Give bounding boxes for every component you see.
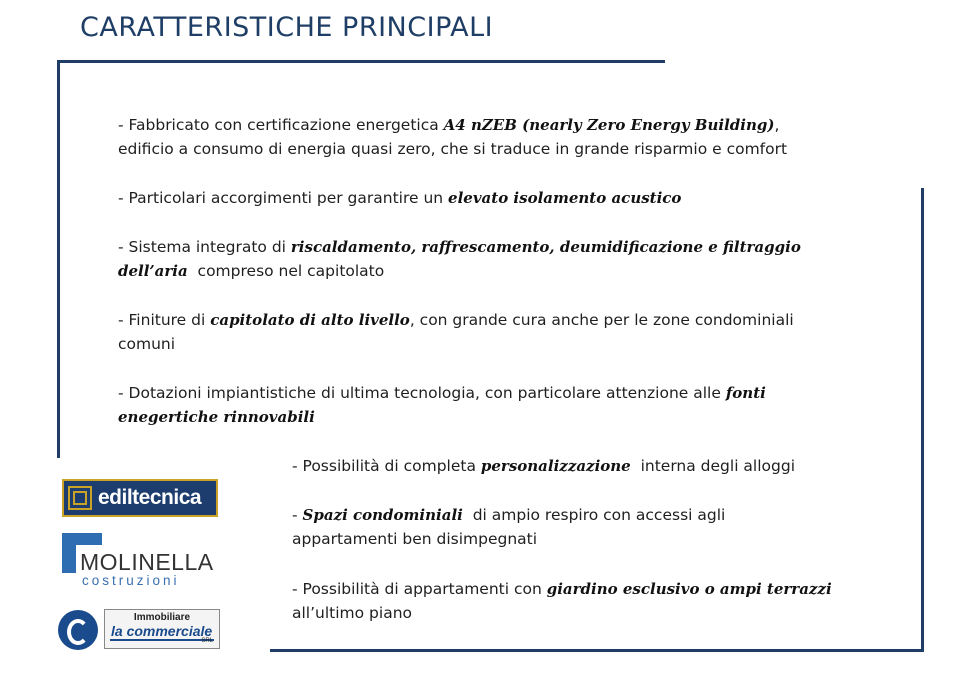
feature-text: - Possibilità di completa	[292, 457, 481, 475]
molinella-logo-subtitle: costruzioni	[82, 573, 180, 588]
la-commerciale-srl: SRL	[201, 638, 213, 644]
feature-text: di ampio respiro con accessi agli	[462, 506, 726, 524]
top-border-line	[57, 60, 665, 63]
feature-text: appartamenti ben disimpegnati	[292, 530, 538, 548]
feature-text: - Possibilità di appartamenti con	[292, 580, 547, 598]
ediltecnica-emblem-icon	[68, 486, 92, 510]
la-commerciale-emblem-icon	[58, 610, 98, 650]
feature-item-energy	[118, 113, 908, 161]
feature-text: comuni	[118, 335, 176, 353]
feature-item-technology	[118, 381, 908, 429]
feature-highlight: capitolato di alto livello	[210, 311, 410, 329]
right-border-line	[921, 188, 924, 652]
feature-item-common-spaces	[292, 503, 912, 551]
feature-text: all’ultimo piano	[292, 604, 413, 622]
feature-text: -	[292, 506, 303, 524]
feature-text: - Finiture di	[118, 311, 211, 329]
la-commerciale-stripe	[110, 639, 214, 641]
feature-item-climate	[118, 235, 908, 283]
feature-item-garden	[292, 577, 912, 625]
feature-highlight: enegertiche rinnovabili	[118, 408, 315, 426]
molinella-logo-name: MOLINELLA	[80, 549, 214, 575]
feature-text: - Particolari accorgimenti per garantire un	[118, 189, 449, 207]
feature-highlight: Spazi condominiali	[302, 506, 463, 524]
feature-text: - Sistema integrato di	[118, 238, 291, 256]
la-commerciale-wordmark	[104, 609, 220, 649]
feature-item-customization	[292, 454, 912, 478]
feature-text: compreso nel capitolato	[187, 262, 385, 280]
ediltecnica-logo-text: ediltecnica	[98, 486, 202, 509]
feature-highlight: personalizzazione	[480, 457, 631, 475]
feature-highlight: dell’aria	[118, 262, 188, 280]
feature-text: ,	[774, 116, 780, 134]
molinella-logo	[62, 533, 220, 589]
left-border-line	[57, 60, 60, 458]
feature-item-finishes	[118, 308, 908, 356]
feature-item-acoustic	[118, 186, 908, 210]
feature-highlight: fonti	[725, 384, 766, 402]
feature-text: - Dotazioni impiantistiche di ultima tecnologia, con particolare attenzione alle	[118, 384, 726, 402]
feature-text: , con grande cura anche per le zone condominiali	[409, 311, 794, 329]
la-commerciale-logo	[58, 609, 222, 651]
feature-text: interna degli alloggi	[630, 457, 796, 475]
feature-highlight: giardino esclusivo o ampi terrazzi	[546, 580, 832, 598]
page-title: CARATTERISTICHE PRINCIPALI	[80, 12, 494, 43]
feature-text: edificio a consumo di energia quasi zero, che si traduce in grande risparmio e comfort	[118, 140, 788, 158]
bottom-border-line	[270, 649, 924, 652]
feature-highlight: A4 nZEB (nearly Zero Energy Building)	[443, 116, 775, 134]
la-commerciale-name: la commerciale	[111, 623, 213, 639]
la-commerciale-top-text: Immobiliare	[133, 612, 191, 623]
feature-highlight: riscaldamento, raffrescamento, deumidificazione e filtraggio	[290, 238, 801, 256]
feature-highlight: elevato isolamento acustico	[448, 189, 682, 207]
feature-text: - Fabbricato con certificazione energetica	[118, 116, 444, 134]
ediltecnica-logo	[62, 479, 218, 517]
